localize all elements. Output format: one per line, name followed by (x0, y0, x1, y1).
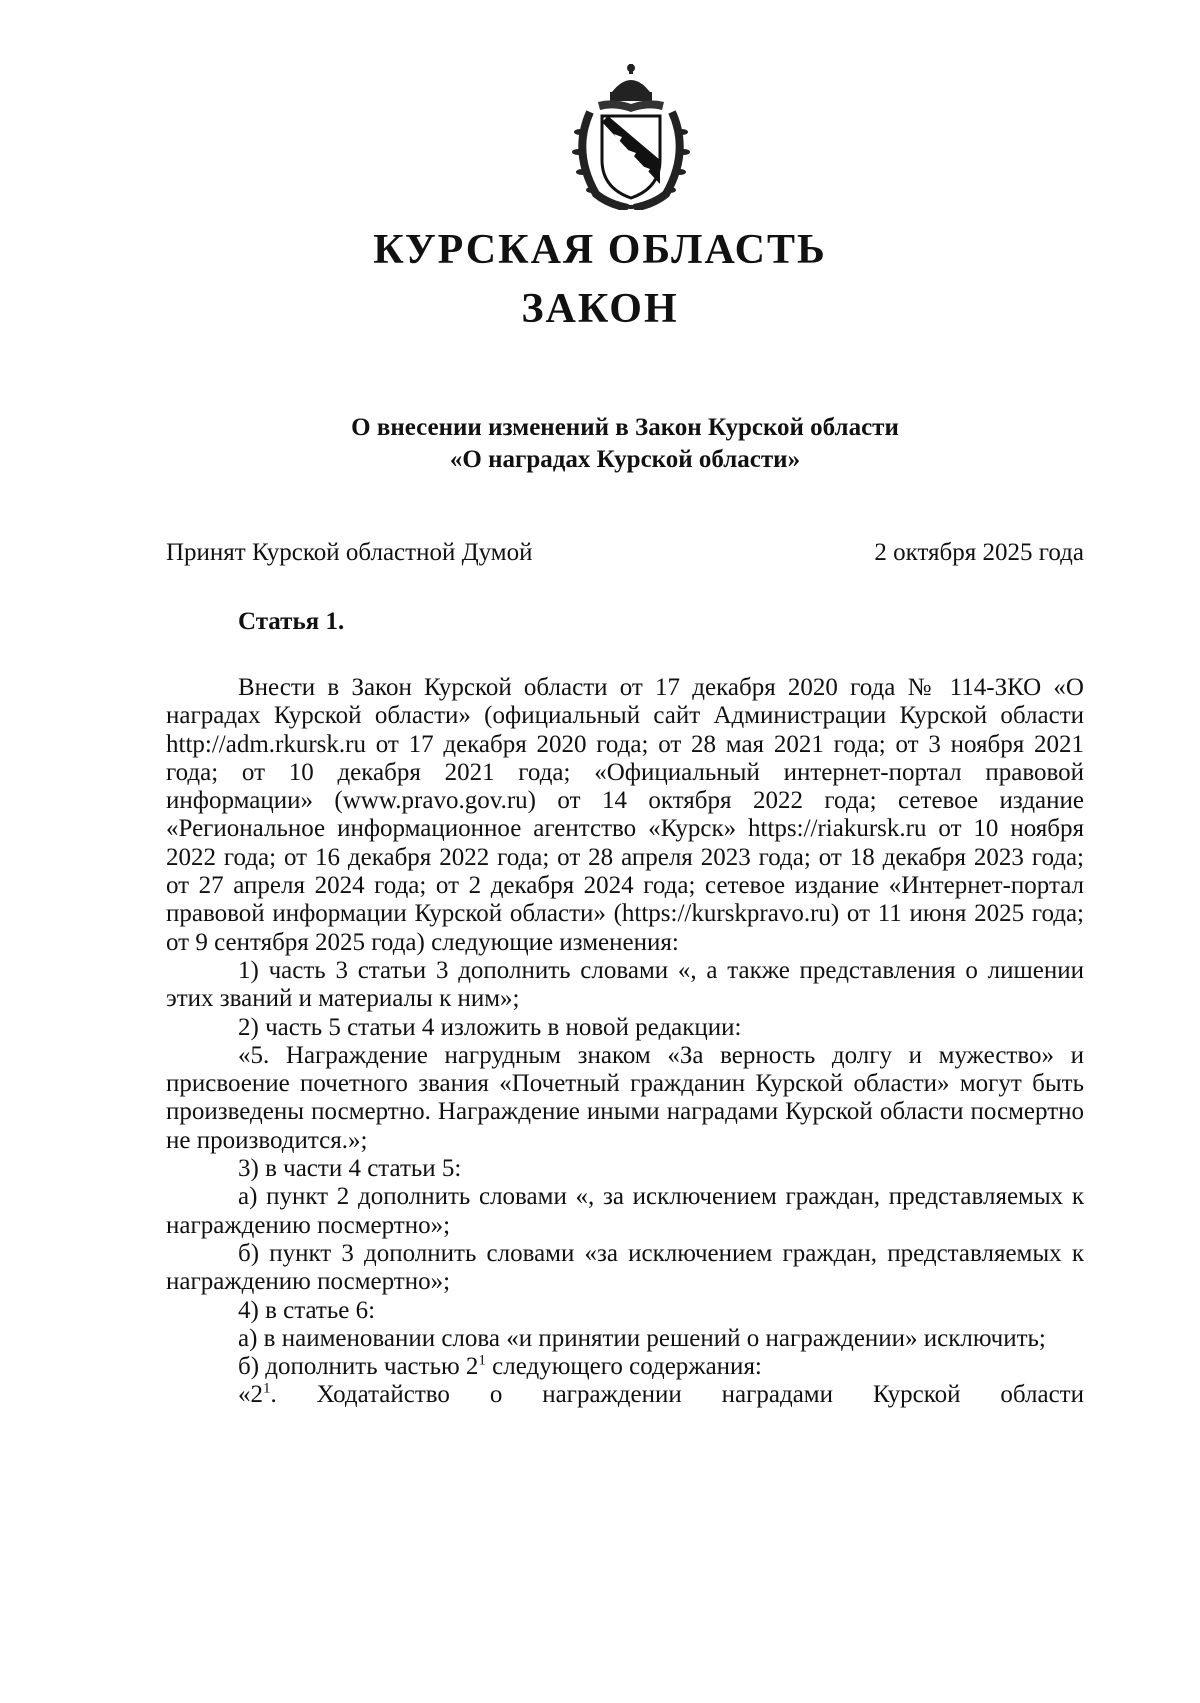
law-subject-line-1: О внесении изменений в Закон Курской области (351, 414, 899, 441)
paragraph: а) пункт 2 дополнить словами «, за исключением граждан, представляемых к награждению посмертно»; (166, 1183, 1084, 1239)
region-title: КУРСКАЯ ОБЛАСТЬ (373, 227, 827, 273)
article-body (166, 674, 1084, 1410)
adopting-body: Принят Курской областной Думой (166, 539, 533, 566)
law-subject-line-2: «О наградах Курской области» (449, 446, 801, 473)
paragraph (166, 1353, 1084, 1381)
paragraph: 2) часть 5 статьи 4 изложить в новой редакции: (238, 1013, 742, 1041)
paragraph: 1) часть 3 статьи 3 дополнить словами «, а также представления о лишении этих званий и материалы к ним»; (166, 956, 1084, 1013)
adoption-line (166, 539, 1084, 567)
superscript: 1 (263, 1381, 271, 1398)
text-segment: б) дополнить частью 2 (238, 1353, 479, 1381)
paragraph: 3) в части 4 статьи 5: (238, 1155, 462, 1183)
document-type-title: ЗАКОН (521, 286, 679, 332)
adoption-date: 2 октября 2025 года (874, 539, 1084, 566)
paragraph: 4) в статье 6: (238, 1296, 376, 1324)
text-segment: «2 (238, 1381, 263, 1409)
article-heading: Статья 1. (238, 608, 345, 635)
text-segment: следующего содержания: (485, 1353, 762, 1381)
law-subject (0, 412, 1200, 476)
coat-of-arms-icon (568, 62, 694, 210)
superscript: 1 (478, 1352, 486, 1369)
paragraph (166, 1381, 1084, 1409)
paragraph: «5. Награждение нагрудным знаком «За верность долгу и мужество» и присвоение почетного звания «Почетный гражданин Курской области» могут быть произведены посмертно. Награждение иными наградами Курской области посмертно не производится.»; (166, 1041, 1084, 1154)
paragraph: а) в наименовании слова «и принятии решений о награждении» исключить; (238, 1324, 1046, 1352)
paragraph: Внести в Закон Курской области от 17 декабря 2020 года № 114-ЗКО «О наградах Курской области» (официальный сайт Администрации Курской области http://adm.rkursk.ru от 17 декабря 2020 года; от 28 мая 2021 года; от 3 ноября 2021 года; от 10 декабря 2021 года; «Официальный интернет-портал правовой информации» (www.pravo.gov.ru) от 14 октября 2022 года; сетевое издание «Региональное информационное агентство «Курск» https://riakursk.ru от 10 ноября 2022 года; от 16 декабря 2022 года; от 28 апреля 2023 года; от 18 декабря 2023 года; от 27 апреля 2024 года; от 2 декабря 2024 года; сетевое издание «Интернет-портал правовой информации Курской области» (https://kurskpravo.ru) от 11 июня 2025 года; от 9 сентября 2025 года) следующие изменения: (166, 674, 1084, 956)
paragraph: б) пункт 3 дополнить словами «за исключением граждан, представляемых к награждению посмертно»; (166, 1239, 1084, 1296)
text-segment: . Ходатайство о награждении наградами Курской области (270, 1381, 1084, 1409)
